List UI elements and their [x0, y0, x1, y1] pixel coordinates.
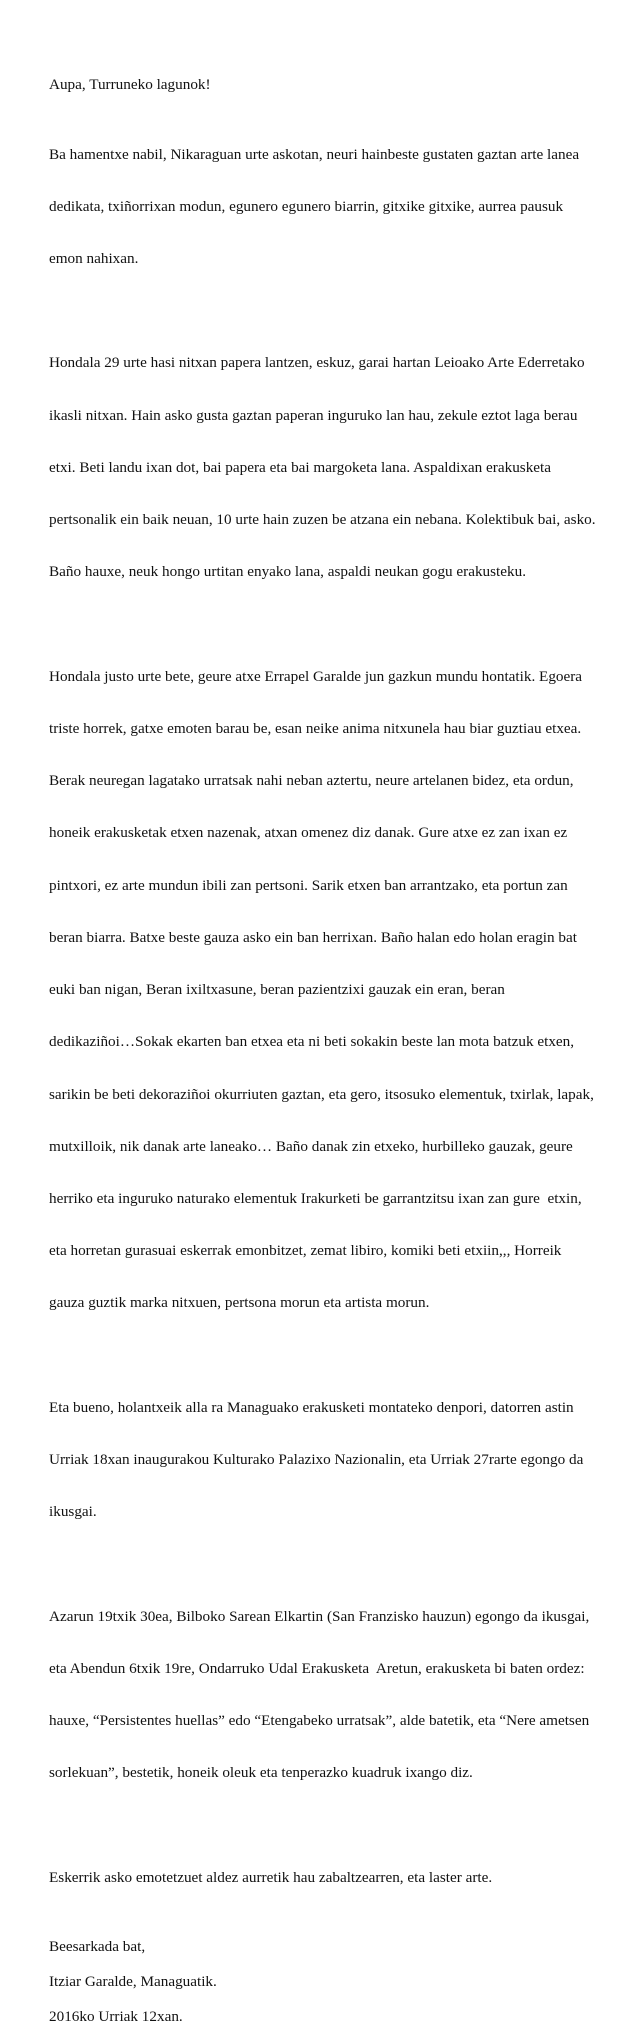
- paragraph-line: eta horretan gurasuai eskerrak emonbitzet, zemat libiro, komiki beti etxiin,,, Horreik: [49, 1242, 562, 1260]
- paragraph-line: Ba hamentxe nabil, Nikaraguan urte askotan, neuri hainbeste gustaten gaztan arte lanea: [49, 145, 580, 163]
- closing: Beesarkada bat,: [49, 1938, 146, 1956]
- signature: Itziar Garalde, Managuatik.: [49, 1973, 217, 1991]
- paragraph-line: euki ban nigan, Beran ixiltxasune, beran pazientzixi gauzak ein eran, beran: [49, 981, 505, 999]
- letter-page: [49, 76, 621, 2043]
- paragraph-line: triste horrek, gatxe emoten barau be, esan neike anima nitxunela hau biar guztiau etxea.: [49, 719, 582, 737]
- paragraph-line: sorlekuan”, bestetik, honeik oleuk eta tenperazko kuadruk ixango diz.: [49, 1764, 473, 1782]
- paragraph-line: dedikata, txiñorrixan modun, egunero egunero biarrin, gitxike gitxike, aurrea pausuk: [49, 197, 564, 215]
- paragraph-line: Hondala justo urte bete, geure atxe Errapel Garalde jun gazkun mundu hontatik. Egoera: [49, 667, 583, 685]
- paragraph-line: Berak neuregan lagatako urratsak nahi neban aztertu, neure artelanen bidez, eta ordun,: [49, 772, 574, 790]
- paragraph-line: mutxilloik, nik danak arte laneako… Baño danak zin etxeko, hurbilleko gauzak, geure: [49, 1137, 573, 1155]
- paragraph-2: [49, 320, 621, 616]
- greeting: Aupa, Turruneko lagunok!: [49, 76, 211, 93]
- paragraph-5: [49, 1573, 621, 1817]
- paragraph-line: Eskerrik asko emotetzuet aldez aurretik hau zabaltzearren, eta laster arte.: [49, 1868, 493, 1886]
- paragraph-line: Azarun 19txik 30ea, Bilboko Sarean Elkartin (San Franzisko hauzun) egongo da ikusgai,: [49, 1607, 590, 1625]
- paragraph-6: [49, 1834, 621, 1921]
- paragraph-line: dedikaziñoi…Sokak ekarten ban etxea eta ni beti sokakin beste lan mota batzuk etxen,: [49, 1033, 575, 1051]
- paragraph-line: Baño hauxe, neuk hongo urtitan enyako lana, aspaldi neukan gogu erakusteku.: [49, 563, 527, 581]
- paragraph-line: sarikin be beti dekoraziñoi okurriuten gaztan, eta gero, itsosuko elementuk, txirlak, lapak,: [49, 1085, 594, 1103]
- paragraph-1: [49, 111, 621, 302]
- paragraph-4: [49, 1364, 621, 1555]
- paragraph-line: gauza guztik marka nitxuen, pertsona morun eta artista morun.: [49, 1294, 430, 1312]
- paragraph-line: eta Abendun 6txik 19re, Ondarruko Udal Erakusketa Aretun, erakusketa bi baten ordez:: [49, 1659, 585, 1677]
- paragraph-line: Eta bueno, holantxeik alla ra Managuako erakusketi montateko denpori, datorren astin: [49, 1398, 574, 1416]
- paragraph-line: pintxori, ez arte mundun ibili zan pertsoni. Sarik etxen ban arrantzako, eta portun zan: [49, 876, 568, 894]
- paragraph-line: Urriak 18xan inaugurakou Kulturako Palazixo Nazionalin, eta Urriak 27rarte egongo da: [49, 1451, 584, 1469]
- paragraph-line: ikasli nitxan. Hain asko gusta gaztan paperan inguruko lan hau, zekule eztot laga berau: [49, 406, 578, 424]
- paragraph-line: Hondala 29 urte hasi nitxan papera lantzen, eskuz, garai hartan Leioako Arte Ederretako: [49, 354, 585, 372]
- paragraph-line: hauxe, “Persistentes huellas” edo “Etengabeko urratsak”, alde batetik, eta “Nere ametsen: [49, 1712, 590, 1730]
- paragraph-line: ikusgai.: [49, 1503, 97, 1521]
- paragraph-line: etxi. Beti landu ixan dot, bai papera eta bai margoketa lana. Aspaldixan erakusketa: [49, 458, 551, 476]
- paragraph-line: herriko eta inguruko naturako elementuk Irakurketi be garrantzitsu ixan zan gure etxin,: [49, 1189, 582, 1207]
- paragraph-line: honeik erakusketak etxen nazenak, atxan omenez diz danak. Gure atxe ez zan ixan ez: [49, 824, 568, 842]
- paragraph-3: [49, 633, 621, 1347]
- date: 2016ko Urriak 12xan.: [49, 2007, 183, 2025]
- paragraph-line: pertsonalik ein baik neuan, 10 urte hain zuzen be atzana ein nebana. Kolektibuk bai, asko.: [49, 511, 596, 529]
- paragraph-line: emon nahixan.: [49, 250, 139, 268]
- paragraph-line: beran biarra. Batxe beste gauza asko ein ban herrixan. Baño halan edo holan eragin bat: [49, 928, 577, 946]
